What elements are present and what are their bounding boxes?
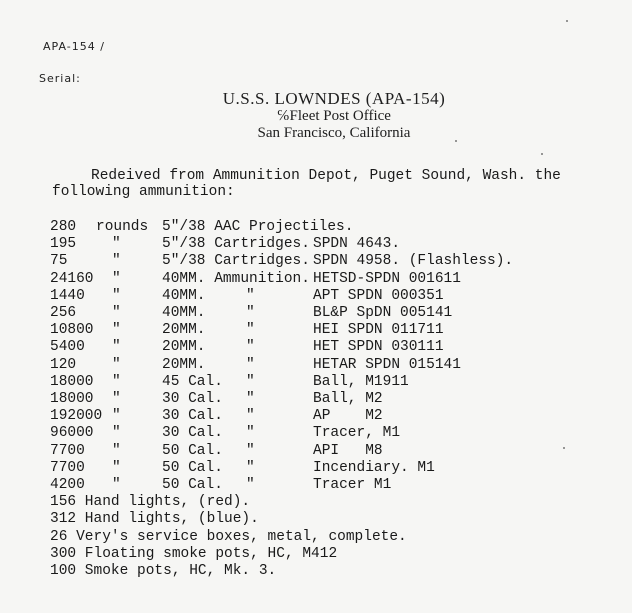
- ditto-cell: ": [246, 459, 255, 476]
- item-cell: 30 Cal.: [162, 391, 223, 407]
- paper-speck: [541, 153, 543, 155]
- quantity-cell: 96000: [50, 425, 94, 442]
- ditto-cell: ": [246, 305, 255, 321]
- unit-cell: ": [112, 339, 121, 356]
- item-cell: 20MM.: [162, 356, 206, 373]
- item-cell: 50 Cal.: [162, 477, 223, 493]
- quantity-cell: 18000: [50, 373, 94, 390]
- item-cell: 20MM.: [162, 339, 206, 356]
- intro-line-2: following ammunition:: [52, 184, 235, 200]
- item-cell: 40MM.: [162, 305, 206, 321]
- quantity-cell: 1440: [50, 287, 85, 304]
- extra-item-line: 26 Very's service boxes, metal, complete.: [50, 528, 407, 545]
- quantity-cell: 256: [50, 305, 77, 321]
- unit-cell: ": [112, 408, 121, 425]
- unit-cell: ": [112, 391, 121, 407]
- ditto-cell: ": [246, 287, 255, 304]
- table-row: [0, 288, 632, 306]
- spec-cell: APT SPDN 000351: [313, 287, 444, 304]
- intro-line-1: Redeived from Ammunition Depot, Puget Sound, Wash. the: [91, 168, 561, 184]
- ditto-cell: ": [246, 373, 255, 390]
- unit-cell: ": [112, 425, 121, 442]
- spec-cell: SPDN 4643.: [313, 236, 401, 253]
- item-cell: 30 Cal.: [162, 408, 223, 425]
- spec-cell: HETAR SPDN 015141: [313, 356, 461, 373]
- ditto-cell: ": [246, 408, 255, 425]
- unit-cell: ": [112, 253, 121, 270]
- extra-item-line: 312 Hand lights, (blue).: [50, 511, 259, 528]
- spec-cell: BL&P SpDN 005141: [313, 305, 453, 321]
- doc-reference: APA-154 /: [43, 40, 105, 53]
- spec-cell: API M8: [313, 442, 383, 459]
- unit-cell: ": [112, 236, 121, 253]
- quantity-cell: 120: [50, 356, 77, 373]
- table-row: [0, 408, 632, 426]
- spec-cell: AP M2: [313, 408, 383, 425]
- unit-cell: ": [112, 322, 121, 339]
- table-row: [0, 460, 632, 478]
- spec-cell: SPDN 4958. (Flashless).: [313, 253, 514, 270]
- spec-cell: Tracer, M1: [313, 425, 401, 442]
- spec-cell: Ball, M1911: [313, 373, 409, 390]
- unit-cell: ": [112, 305, 121, 321]
- item-cell: 50 Cal.: [162, 459, 223, 476]
- serial-label: Serial:: [39, 72, 81, 85]
- table-row: [0, 236, 632, 254]
- table-row: [0, 253, 632, 271]
- spec-cell: Tracer M1: [313, 477, 392, 493]
- table-row: [0, 322, 632, 340]
- unit-cell: ": [112, 373, 121, 390]
- extra-item-line: 156 Hand lights, (red).: [50, 494, 251, 511]
- extra-item-line: 100 Smoke pots, HC, Mk. 3.: [50, 563, 277, 579]
- quantity-cell: 10800: [50, 322, 94, 339]
- item-cell: 5"/38 Cartridges.: [162, 253, 310, 270]
- quantity-cell: 7700: [50, 459, 85, 476]
- quantity-cell: 192000: [50, 408, 103, 425]
- unit-cell: ": [112, 442, 121, 459]
- quantity-cell: 280: [50, 219, 77, 235]
- ditto-cell: ": [246, 477, 255, 493]
- unit-cell: ": [112, 287, 121, 304]
- ditto-cell: ": [246, 356, 255, 373]
- extra-item-line: 300 Floating smoke pots, HC, M412: [50, 545, 338, 562]
- item-cell: 50 Cal.: [162, 442, 223, 459]
- quantity-cell: 24160: [50, 270, 94, 287]
- table-row: [0, 219, 632, 237]
- ditto-cell: ": [246, 442, 255, 459]
- unit-cell: ": [112, 477, 121, 493]
- table-row: [0, 391, 632, 409]
- fleet-post-office: ℅Fleet Post Office: [277, 108, 391, 124]
- table-row: [0, 271, 632, 289]
- ship-name: U.S.S. LOWNDES (APA-154): [222, 89, 446, 108]
- quantity-cell: 195: [50, 236, 77, 253]
- spec-cell: HET SPDN 030111: [313, 339, 444, 356]
- table-row: [0, 374, 632, 392]
- ditto-cell: ": [246, 425, 255, 442]
- table-row: [0, 357, 632, 375]
- unit-cell: rounds: [96, 219, 149, 235]
- unit-cell: ": [112, 270, 121, 287]
- quantity-cell: 7700: [50, 442, 85, 459]
- ditto-cell: ": [246, 322, 255, 339]
- table-row: [0, 477, 632, 495]
- quantity-cell: 18000: [50, 391, 94, 407]
- quantity-cell: 4200: [50, 477, 85, 493]
- item-cell: 30 Cal.: [162, 425, 223, 442]
- table-row: [0, 425, 632, 443]
- item-cell: 5"/38 AAC Projectiles.: [162, 219, 354, 235]
- unit-cell: ": [112, 356, 121, 373]
- city-line: San Francisco, California: [257, 125, 411, 141]
- item-cell: 45 Cal.: [162, 373, 223, 390]
- spec-cell: HETSD-SPDN 001611: [313, 270, 461, 287]
- table-row: [0, 339, 632, 357]
- table-row: [0, 305, 632, 323]
- item-cell: 20MM.: [162, 322, 206, 339]
- unit-cell: ": [112, 459, 121, 476]
- ditto-cell: ": [246, 391, 255, 407]
- table-row: [0, 443, 632, 461]
- item-cell: 40MM. Ammunition.: [162, 270, 310, 287]
- item-cell: 5"/38 Cartridges.: [162, 236, 310, 253]
- paper-speck: [566, 20, 568, 22]
- quantity-cell: 75: [50, 253, 68, 270]
- paper-speck: [455, 140, 457, 142]
- spec-cell: HEI SPDN 011711: [313, 322, 444, 339]
- spec-cell: Ball, M2: [313, 391, 383, 407]
- quantity-cell: 5400: [50, 339, 85, 356]
- paper-speck: [563, 447, 565, 449]
- item-cell: 40MM.: [162, 287, 206, 304]
- spec-cell: Incendiary. M1: [313, 459, 435, 476]
- ditto-cell: ": [246, 339, 255, 356]
